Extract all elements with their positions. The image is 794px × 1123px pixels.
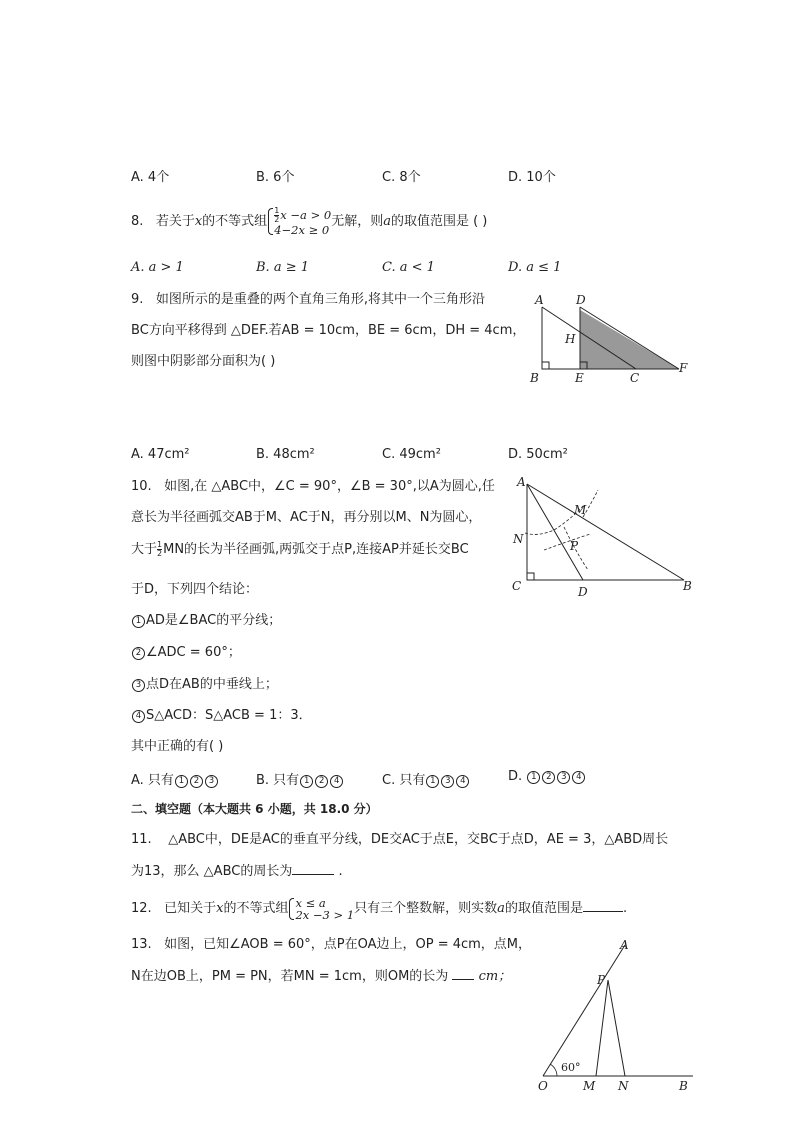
q8-text-after: 无解，则 <box>331 214 384 229</box>
q12-ineq1: x ≤ a <box>295 895 326 910</box>
q9-option-c: C. 49cm² <box>382 447 441 462</box>
q10-c4-marker: 4 <box>132 710 145 723</box>
q13-label-m: M <box>583 1079 596 1093</box>
q13-segment-pm <box>596 980 608 1076</box>
q10-c4-text: S△ACD：S△ACB = 1：3． <box>146 708 312 723</box>
q8-ineq1: x −a > 0 <box>280 208 332 222</box>
q10-label-d: D <box>578 585 588 599</box>
q10-figure <box>508 472 708 602</box>
q9-label-a: A <box>535 293 544 307</box>
q10-label-m: M <box>574 503 587 517</box>
q11-answer-blank[interactable] <box>292 862 334 875</box>
q8-option-d: D. a ≤ 1 <box>508 260 562 275</box>
q8-text-end: 的取值范围是 ( ) <box>390 214 488 229</box>
q9-label-d: D <box>576 293 586 307</box>
q9-number: 9. <box>131 292 144 307</box>
q8-var-x: x <box>194 214 203 229</box>
q10-opt-a-c1: 1 <box>175 775 188 788</box>
q13-figure <box>535 935 700 1100</box>
q9-option-b: B. 48cm² <box>256 447 315 462</box>
q8-text-mid: 的不等式组 <box>202 214 268 229</box>
q10-question: 其中正确的有( ) <box>131 739 224 754</box>
q10-conclusion-1 <box>131 612 281 630</box>
q8-var-a: a <box>383 214 391 229</box>
q10-opt-b-c1: 1 <box>300 775 313 788</box>
q12-answer-blank[interactable] <box>583 899 623 912</box>
q13-segment-pn <box>608 980 625 1076</box>
q13-angle-label: 60° <box>561 1061 581 1074</box>
q8-option-a: A. a > 1 <box>131 260 184 275</box>
q13-text-2-post: cm； <box>478 969 512 984</box>
q10-label-a: A <box>517 475 526 489</box>
q10-option-b <box>256 769 344 788</box>
q9-label-e: E <box>575 371 584 385</box>
q12-number: 12. <box>131 901 152 916</box>
q11-text-2-pre: 为13，那么 △ABC的周长为 <box>131 864 293 879</box>
q12-text-end2: . <box>622 901 628 916</box>
q10-opt-d-c2: 2 <box>542 771 555 784</box>
q9-option-d: D. 50cm² <box>508 447 568 462</box>
q12-text-pre: 已知关于 <box>164 901 217 916</box>
q8-number: 8. <box>131 214 144 229</box>
q10-opt-d-c1: 1 <box>527 771 540 784</box>
q13-label-p: P <box>597 973 606 987</box>
q13-label-b: B <box>679 1079 688 1093</box>
q10-side-ab <box>527 484 684 580</box>
q9-right-angle-b <box>542 362 549 369</box>
q11-number: 11. <box>131 832 152 847</box>
q13-line2 <box>131 967 511 986</box>
q13-label-o: O <box>538 1079 548 1093</box>
q10-text-4: 于D，下列四个结论： <box>131 582 259 597</box>
question-9-line1 <box>131 291 485 309</box>
q10-number: 10. <box>131 479 152 494</box>
q10-opt-c-c4: 4 <box>456 775 469 788</box>
q12-var-a: a <box>497 901 505 916</box>
question-11-line1 <box>131 831 668 849</box>
section-2-title: 二、填空题（本大题共 6 小题，共 18.0 分） <box>131 802 378 816</box>
q10-text-3-pre: 大于 <box>131 542 158 557</box>
q10-opt-b-prefix: B. 只有 <box>256 773 300 788</box>
q10-label-b: B <box>683 579 692 593</box>
q13-label-n: N <box>618 1079 629 1093</box>
q10-line-ad <box>527 484 583 580</box>
q10-text-3-post: MN的长为半径画弧,两弧交于点P,连接AP并延长交BC <box>163 542 469 557</box>
q11-text-2-post: . <box>334 864 343 879</box>
q13-answer-blank[interactable] <box>452 967 474 980</box>
q12-text-end: 的取值范围是 <box>504 901 583 916</box>
q10-c1-text: AD是∠BAC的平分线； <box>146 613 282 628</box>
q11-line2 <box>131 862 343 881</box>
q7-option-d: D. 10个 <box>508 170 556 185</box>
q10-opt-a-c3: 3 <box>205 775 218 788</box>
q10-text-3 <box>131 541 469 559</box>
q10-opt-c-c1: 1 <box>426 775 439 788</box>
q9-label-f: F <box>679 361 688 375</box>
q10-opt-b-c2: 2 <box>315 775 328 788</box>
q10-fraction <box>157 541 162 558</box>
question-12 <box>131 895 627 923</box>
q13-label-a: A <box>620 938 629 952</box>
q12-text-after: 只有三个整数解，则实数 <box>354 901 498 916</box>
q11-text-1: △ABC中，DE是AC的垂直平分线，DE交AC于点E，交BC于点D，AE = 3，△ABD周长 <box>168 832 669 847</box>
q9-text-3: 则图中阴影部分面积为( ) <box>131 354 276 369</box>
q13-text-2-pre: N在边OB上，PM = PN，若MN = 1cm，则OM的长为 <box>131 969 449 984</box>
question-10-line1 <box>131 478 495 496</box>
q10-label-n: N <box>513 532 524 546</box>
q10-arc-from-n <box>544 534 590 550</box>
q12-text-mid: 的不等式组 <box>223 901 289 916</box>
question-13-line1 <box>131 936 531 954</box>
q10-conclusion-2 <box>131 644 241 662</box>
q10-text-2: 意长为半径画弧交AB于M、AC于N，再分别以M、N为圆心， <box>131 510 482 525</box>
q10-frac-den: 2 <box>157 549 163 558</box>
q7-option-c: C. 8个 <box>382 170 421 185</box>
q8-frac-num: 1 <box>274 206 280 215</box>
q7-option-a: A. 4个 <box>131 170 170 185</box>
q9-label-c: C <box>630 371 640 385</box>
q8-fraction <box>274 207 279 224</box>
q9-text-1: 如图所示的是重叠的两个直角三角形,将其中一个三角形沿 <box>155 292 485 307</box>
q8-inequality-system <box>267 207 331 236</box>
q13-angle-arc <box>550 1064 557 1076</box>
q10-option-d <box>508 769 586 784</box>
q10-opt-c-prefix: C. 只有 <box>382 773 426 788</box>
q10-c2-text: ∠ADC = 60°； <box>146 645 241 660</box>
q10-label-p: P <box>570 539 579 553</box>
q10-label-c: C <box>512 579 522 593</box>
q8-frac-den: 2 <box>274 215 280 224</box>
q12-ineq2: 2x −3 > 1 <box>295 907 355 922</box>
q10-c1-marker: 1 <box>132 615 145 628</box>
q9-option-a: A. 47cm² <box>131 447 190 462</box>
q9-text-2: BC方向平移得到 △DEF.若AB = 10cm，BE = 6cm，DH = 4cm， <box>131 323 526 338</box>
q10-opt-a-prefix: A. 只有 <box>131 773 174 788</box>
q8-ineq2: 4−2x ≥ 0 <box>274 223 330 237</box>
q10-opt-d-c3: 3 <box>557 771 570 784</box>
q8-text-pre: 若关于 <box>155 214 195 229</box>
q7-option-b: B. 6个 <box>256 170 295 185</box>
q10-opt-d-prefix: D. <box>508 769 527 784</box>
q10-opt-d-c4: 4 <box>572 771 585 784</box>
q9-figure <box>524 290 700 390</box>
question-8 <box>131 207 487 237</box>
q10-option-a <box>131 769 219 788</box>
q9-label-b: B <box>530 371 539 385</box>
q10-frac-num: 1 <box>157 540 163 549</box>
q8-option-b: B. a ≥ 1 <box>256 260 309 275</box>
q10-right-angle-c <box>527 573 534 580</box>
q13-number: 13. <box>131 937 152 952</box>
q9-label-h: H <box>565 332 576 346</box>
q10-c3-marker: 3 <box>132 679 145 692</box>
q8-option-c: C. a < 1 <box>382 260 435 275</box>
q10-conclusion-4 <box>131 707 312 725</box>
q10-option-c <box>382 769 470 788</box>
q10-opt-c-c3: 3 <box>441 775 454 788</box>
q13-ray-oa <box>543 945 625 1076</box>
q13-text-1: 如图，已知∠AOB = 60°，点P在OA边上，OP = 4cm，点M， <box>164 937 532 952</box>
q10-opt-a-c2: 2 <box>190 775 203 788</box>
q10-c3-text: 点D在AB的中垂线上； <box>146 677 278 692</box>
q10-c2-marker: 2 <box>132 647 145 660</box>
q10-conclusion-3 <box>131 676 278 694</box>
q12-inequality-system <box>288 897 354 921</box>
q10-text-1: 如图,在 △ABC中，∠C = 90°，∠B = 30°,以A为圆心,任 <box>164 479 495 494</box>
q12-var-x: x <box>216 901 224 916</box>
q10-opt-b-c4: 4 <box>330 775 343 788</box>
